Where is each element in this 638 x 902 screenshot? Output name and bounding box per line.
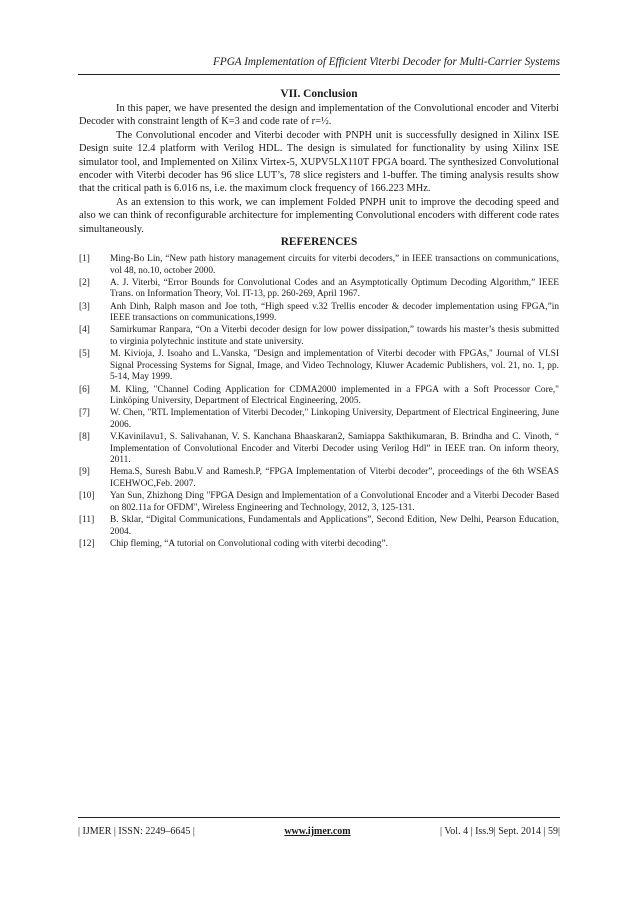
- reference-item: [79, 408, 559, 431]
- conclusion-paragraph-3: As an extension to this work, we can implement Folded PNPH unit to improve the decoding speed and also we can think of reconfigurable architecture for implementing Convolutional encoders with different code rates simultaneously.: [79, 196, 559, 235]
- reference-number: [9]: [79, 467, 90, 478]
- reference-text: M. Kivioja, J. Isoaho and L.Vanska, "Design and implementation of Viterbi decoder with FPGAs," Journal of VLSI Signal Processing Systems for Signal, Image, and Video Technology, Kluwer Academic Publishers, vol. 21, no. 1, pp. 5-14, May 1999.: [110, 349, 559, 383]
- reference-number: [11]: [79, 515, 95, 525]
- page-footer: [78, 826, 560, 837]
- reference-number: [5]: [79, 349, 90, 360]
- reference-text: Ming-Bo Lin, “New path history management circuits for viterbi decoders,” in IEEE transactions on communications, vol 48, no.10, october 2000.: [110, 254, 559, 276]
- conclusion-heading: VII. Conclusion: [280, 88, 358, 100]
- reference-text: Samirkumar Ranpara, “On a Viterbi decoder design for low power dissipation,” towards his master’s thesis submitted to virginia polytechnic institute and state university.: [110, 325, 559, 347]
- reference-item: [79, 254, 559, 277]
- reference-text: A. J. Viterbi, “Error Bounds for Convolutional Codes and an Asymptotically Optimum Decoding Algorithm,” IEEE Trans. on Information Theory, Vol. IT-13, pp. 260-269, April 1967.: [110, 277, 559, 300]
- reference-text: V.Kavinilavu1, S. Salivahanan, V. S. Kanchana Bhaaskaran2, Samiappa Sakthikumaran, B. Brindha and C. Vinoth, “ Implementation of Convolutional Encoder and Viterbi Decoder using Verilog Hdl” in IEEE tran. On inform theory, 2011.: [110, 432, 559, 466]
- footer-issue-info: | Vol. 4 | Iss.9| Sept. 2014 | 59|: [440, 826, 560, 837]
- reference-item: [79, 467, 559, 490]
- reference-text: Yan Sun, Zhizhong Ding "FPGA Design and Implementation of a Convolutional Encoder and a Viterbi Decoder Based on 802.11a for OFDM", Wireless Engineering and Technology, 2012, 3, 125-131.: [110, 491, 559, 513]
- reference-number: [10]: [79, 491, 95, 502]
- reference-item: [79, 491, 559, 514]
- reference-text: Chip fleming, “A tutorial on Convolutional coding with viterbi decoding”.: [110, 538, 388, 549]
- header-rule: [78, 74, 560, 75]
- reference-number: [7]: [79, 408, 90, 419]
- conclusion-paragraph-1: In this paper, we have presented the design and implementation of the Convolutional encoder and Viterbi Decoder with constraint length of K=3 and code rate of r=½.: [79, 103, 559, 128]
- reference-number: [1]: [79, 254, 90, 264]
- reference-number: [4]: [79, 325, 90, 336]
- reference-number: [3]: [79, 301, 90, 312]
- footer-rule: [78, 817, 560, 818]
- reference-number: [2]: [79, 277, 90, 288]
- conclusion-body: [79, 102, 559, 236]
- reference-text: W. Chen, "RTL Implementation of Viterbi Decoder," Linkoping University, Department of Electrical Engineering, June 2006.: [110, 408, 559, 430]
- reference-item: [79, 385, 559, 408]
- reference-item: [79, 432, 559, 467]
- reference-item: [79, 539, 559, 551]
- reference-number: [12]: [79, 538, 95, 549]
- running-header: FPGA Implementation of Efficient Viterbi Decoder for Multi-Carrier Systems: [213, 56, 560, 68]
- references-heading: REFERENCES: [280, 236, 358, 248]
- reference-item: [79, 278, 559, 301]
- references-list: [79, 254, 559, 551]
- footer-journal-info: | IJMER | ISSN: 2249–6645 |: [78, 826, 195, 837]
- reference-text: B. Sklar, “Digital Communications, Fundamentals and Applications”, Second Edition, New Delhi, Pearson Education, 2004.: [110, 515, 559, 537]
- conclusion-paragraph-2: The Convolutional encoder and Viterbi decoder with PNPH unit is successfully designed in Xilinx ISE Design suite 12.4 platform with Verilog HDL. The design is simulated for functionality by using Xilinx ISE simulator tool, and Implemented on Xilinx Virtex-5, XUPV5LX110T FPGA board. The synthesized Convolutional encoder with Viterbi decoder has 96 slice LUT’s, 78 slice registers and 1-buffer. The timing analysis results show that the critical path is 6.016 ns, i.e. the maximum clock frequency of 166.223 MHz.: [79, 129, 559, 195]
- reference-item: [79, 349, 559, 384]
- reference-number: [8]: [79, 432, 90, 443]
- footer-website-link[interactable]: www.ijmer.com: [284, 826, 351, 837]
- reference-item: [79, 515, 559, 538]
- reference-number: [6]: [79, 384, 90, 395]
- reference-text: M. Kling, "Channel Coding Application for CDMA2000 implemented in a FPGA with a Soft Processor Core," Linköping University, Department of Electrical Engineering, 2005.: [110, 384, 559, 407]
- reference-item: [79, 325, 559, 348]
- reference-item: [79, 302, 559, 325]
- reference-text: Anh Dinh, Ralph mason and Joe toth, “High speed v.32 Trellis encoder & decoder implementation using FPGA,”in IEEE transactions on communications,1999.: [110, 301, 559, 324]
- reference-text: Hema.S, Suresh Babu.V and Ramesh.P, “FPGA Implementation of Viterbi decoder”, proceedings of the 6th WSEAS ICEHWOC,Feb. 2007.: [110, 467, 559, 490]
